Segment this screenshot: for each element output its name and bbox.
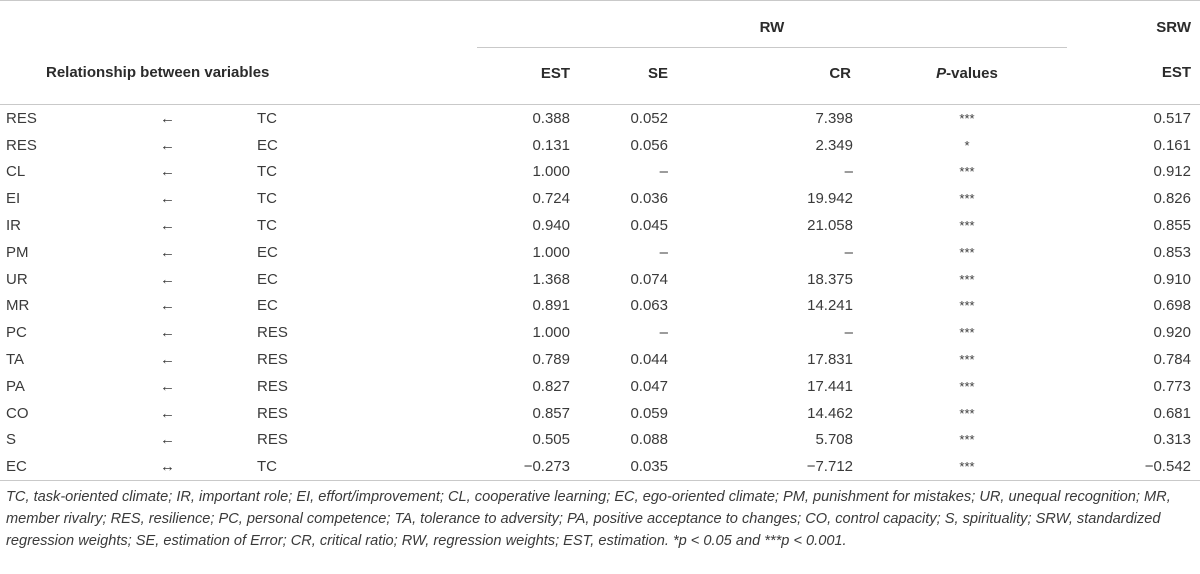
est-cell: 1.000 bbox=[532, 324, 570, 342]
spacer-cell bbox=[1067, 427, 1113, 454]
srw-est-cell: 0.681 bbox=[1153, 404, 1191, 422]
source-variable-cell: CL bbox=[6, 163, 26, 181]
srw-est-header: EST bbox=[1161, 64, 1191, 82]
srw-est-cell: 0.855 bbox=[1153, 217, 1191, 235]
p-value-cell: *** bbox=[959, 191, 975, 207]
table-row bbox=[0, 266, 1200, 293]
est-cell: 1.000 bbox=[532, 163, 570, 181]
p-value-cell: *** bbox=[875, 453, 1067, 480]
target-variable-cell: EC bbox=[257, 136, 278, 154]
p-values-suffix: -values bbox=[946, 64, 998, 82]
est-cell: 0.724 bbox=[532, 190, 570, 208]
relationship-arrow-cell: ← bbox=[160, 136, 175, 154]
p-value-cell: *** bbox=[959, 405, 975, 421]
target-variable-cell: TC bbox=[255, 453, 477, 480]
target-variable-cell: RES bbox=[257, 324, 288, 342]
se-cell: 0.047 bbox=[630, 377, 668, 395]
table-row bbox=[0, 346, 1200, 373]
se-cell: 0.045 bbox=[630, 217, 668, 235]
est-cell: 0.857 bbox=[532, 404, 570, 422]
cr-cell: 2.349 bbox=[815, 136, 853, 154]
est-cell: 1.368 bbox=[532, 270, 570, 288]
table-row bbox=[0, 293, 1200, 320]
spacer-cell bbox=[1067, 453, 1113, 480]
cr-cell: −7.712 bbox=[720, 453, 875, 480]
p-value-cell: *** bbox=[959, 325, 975, 341]
spacer-cell bbox=[1067, 373, 1113, 400]
cr-cell: 14.462 bbox=[807, 404, 853, 422]
relationship-arrow-cell: ← bbox=[160, 243, 175, 261]
srw-group-header: SRW bbox=[1156, 18, 1191, 36]
target-variable-cell: TC bbox=[257, 190, 277, 208]
relationship-arrow-cell: ← bbox=[160, 377, 175, 395]
rw-group-header: RW bbox=[477, 7, 1067, 48]
target-variable-cell: RES bbox=[257, 431, 288, 449]
cr-cell: 5.708 bbox=[815, 431, 853, 449]
se-cell: 0.063 bbox=[630, 297, 668, 315]
srw-est-cell: 0.773 bbox=[1153, 377, 1191, 395]
est-cell: 0.891 bbox=[532, 297, 570, 315]
cr-cell: – bbox=[844, 163, 853, 181]
target-variable-cell: TC bbox=[257, 217, 277, 235]
se-cell: – bbox=[659, 163, 668, 181]
p-value-cell: *** bbox=[959, 298, 975, 314]
p-value-cell: *** bbox=[959, 378, 975, 394]
relationship-arrow-cell: ← bbox=[160, 270, 175, 288]
est-cell: 0.940 bbox=[532, 217, 570, 235]
se-cell: – bbox=[659, 243, 668, 261]
table-footnote: TC, task-oriented climate; IR, important role; EI, effort/improvement; CL, cooperative learning; EC, ego-oriented climate; PM, punishment for mistakes; UR, unequal recognition; MR, member rivalry; RES, resilience; PC, personal competence; TA, tolerance to adversity; PA, positive acceptance to changes; CO, control capacity; S, spirituality; SRW, standardized regression weights; SE, estimation of Error; CR, critical ratio; RW, regression weights; EST, estimation. *p < 0.05 and ***p < 0.001. bbox=[6, 489, 1171, 549]
cr-cell: 14.241 bbox=[807, 297, 853, 315]
est-cell: 0.388 bbox=[532, 109, 570, 127]
se-cell: 0.059 bbox=[630, 404, 668, 422]
source-variable-cell: EC bbox=[0, 453, 135, 480]
table-row bbox=[0, 185, 1200, 212]
header-group-row bbox=[0, 7, 1200, 48]
se-cell: 0.074 bbox=[630, 270, 668, 288]
source-variable-cell: PA bbox=[6, 377, 25, 395]
source-variable-cell: PM bbox=[6, 243, 29, 261]
relationship-arrow-cell: ← bbox=[160, 404, 175, 422]
source-variable-cell: MR bbox=[6, 297, 30, 315]
se-header: SE bbox=[647, 64, 668, 82]
se-cell: 0.056 bbox=[630, 136, 668, 154]
p-values-header bbox=[875, 48, 1067, 99]
spacer-cell bbox=[1067, 105, 1113, 132]
source-variable-cell: UR bbox=[6, 270, 28, 288]
target-variable-cell: EC bbox=[257, 270, 278, 288]
se-cell: 0.088 bbox=[630, 431, 668, 449]
est-cell: 0.505 bbox=[532, 431, 570, 449]
cr-cell: 18.375 bbox=[807, 270, 853, 288]
table-row bbox=[0, 159, 1200, 186]
relationship-header: Relationship between variables bbox=[46, 63, 270, 81]
table-row bbox=[0, 427, 1200, 454]
spacer-cell bbox=[1067, 159, 1113, 186]
cr-cell: 21.058 bbox=[807, 217, 853, 235]
source-variable-cell: RES bbox=[6, 109, 37, 127]
source-variable-cell: IR bbox=[6, 217, 21, 235]
source-variable-cell: S bbox=[6, 431, 17, 449]
srw-est-cell: 0.910 bbox=[1153, 270, 1191, 288]
table-row bbox=[0, 105, 1200, 132]
source-variable-cell: TA bbox=[6, 351, 25, 369]
cr-cell: – bbox=[844, 324, 853, 342]
source-variable-cell: RES bbox=[6, 136, 37, 154]
est-cell: 1.000 bbox=[532, 243, 570, 261]
est-cell: 0.789 bbox=[532, 351, 570, 369]
spacer-cell bbox=[1067, 346, 1113, 373]
spacer-cell bbox=[1067, 132, 1113, 159]
relationship-arrow-cell: ← bbox=[160, 109, 175, 127]
p-values-letter: P bbox=[936, 64, 947, 82]
source-variable-cell: EI bbox=[6, 190, 21, 208]
est-cell: 0.827 bbox=[532, 377, 570, 395]
srw-est-cell: −0.542 bbox=[1113, 453, 1200, 480]
target-variable-cell: RES bbox=[257, 377, 288, 395]
relationship-arrow-cell: ← bbox=[160, 324, 175, 342]
header-column-row bbox=[0, 48, 1200, 99]
srw-est-cell: 0.784 bbox=[1153, 351, 1191, 369]
srw-est-cell: 0.912 bbox=[1153, 163, 1191, 181]
srw-est-cell: 0.826 bbox=[1153, 190, 1191, 208]
se-cell: 0.035 bbox=[570, 453, 720, 480]
spacer-cell bbox=[1067, 239, 1113, 266]
spacer-cell bbox=[1067, 266, 1113, 293]
cr-header: CR bbox=[829, 64, 851, 82]
srw-est-cell: 0.161 bbox=[1153, 136, 1191, 154]
relationship-arrow-cell: ↔ bbox=[135, 453, 255, 480]
est-cell: −0.273 bbox=[477, 453, 570, 480]
table-row bbox=[0, 319, 1200, 346]
p-value-cell: *** bbox=[959, 432, 975, 448]
se-cell: 0.052 bbox=[630, 109, 668, 127]
cr-cell: 7.398 bbox=[815, 109, 853, 127]
relationship-arrow-cell: ← bbox=[160, 190, 175, 208]
table-body bbox=[0, 105, 1200, 481]
table-row bbox=[0, 239, 1200, 266]
table-row bbox=[0, 212, 1200, 239]
spacer-cell bbox=[1067, 185, 1113, 212]
target-variable-cell: RES bbox=[257, 351, 288, 369]
cr-cell: 17.831 bbox=[807, 351, 853, 369]
source-variable-cell: CO bbox=[6, 404, 29, 422]
p-value-cell: *** bbox=[959, 271, 975, 287]
cr-cell: 19.942 bbox=[807, 190, 853, 208]
relationship-arrow-cell: ← bbox=[160, 297, 175, 315]
target-variable-cell: TC bbox=[257, 109, 277, 127]
p-value-cell: *** bbox=[959, 352, 975, 368]
p-value-cell: *** bbox=[959, 164, 975, 180]
source-variable-cell: PC bbox=[6, 324, 27, 342]
relationship-arrow-cell: ← bbox=[160, 431, 175, 449]
p-value-cell: *** bbox=[959, 244, 975, 260]
srw-est-cell: 0.853 bbox=[1153, 243, 1191, 261]
table-row bbox=[0, 373, 1200, 400]
table-row bbox=[0, 453, 1200, 480]
table-row bbox=[0, 400, 1200, 427]
est-cell: 0.131 bbox=[532, 136, 570, 154]
relationship-arrow-cell: ← bbox=[160, 217, 175, 235]
relationship-arrow-cell: ← bbox=[160, 351, 175, 369]
table-header bbox=[0, 1, 1200, 105]
spacer-cell bbox=[1067, 293, 1113, 320]
p-value-cell: * bbox=[964, 137, 970, 153]
target-variable-cell: EC bbox=[257, 297, 278, 315]
spacer-cell bbox=[1067, 400, 1113, 427]
p-value-cell: *** bbox=[959, 218, 975, 234]
spacer-cell bbox=[1067, 319, 1113, 346]
p-value-cell: *** bbox=[959, 110, 975, 126]
srw-est-cell: 0.517 bbox=[1153, 109, 1191, 127]
target-variable-cell: RES bbox=[257, 404, 288, 422]
spacer-cell bbox=[1067, 212, 1113, 239]
table-row bbox=[0, 132, 1200, 159]
cr-cell: – bbox=[844, 243, 853, 261]
cr-cell: 17.441 bbox=[807, 377, 853, 395]
target-variable-cell: EC bbox=[257, 243, 278, 261]
target-variable-cell: TC bbox=[257, 163, 277, 181]
relationship-arrow-cell: ← bbox=[160, 163, 175, 181]
srw-est-cell: 0.920 bbox=[1153, 324, 1191, 342]
se-cell: – bbox=[659, 324, 668, 342]
srw-est-cell: 0.313 bbox=[1153, 431, 1191, 449]
est-header: EST bbox=[540, 64, 570, 82]
se-cell: 0.036 bbox=[630, 190, 668, 208]
srw-est-cell: 0.698 bbox=[1153, 297, 1191, 315]
se-cell: 0.044 bbox=[630, 351, 668, 369]
